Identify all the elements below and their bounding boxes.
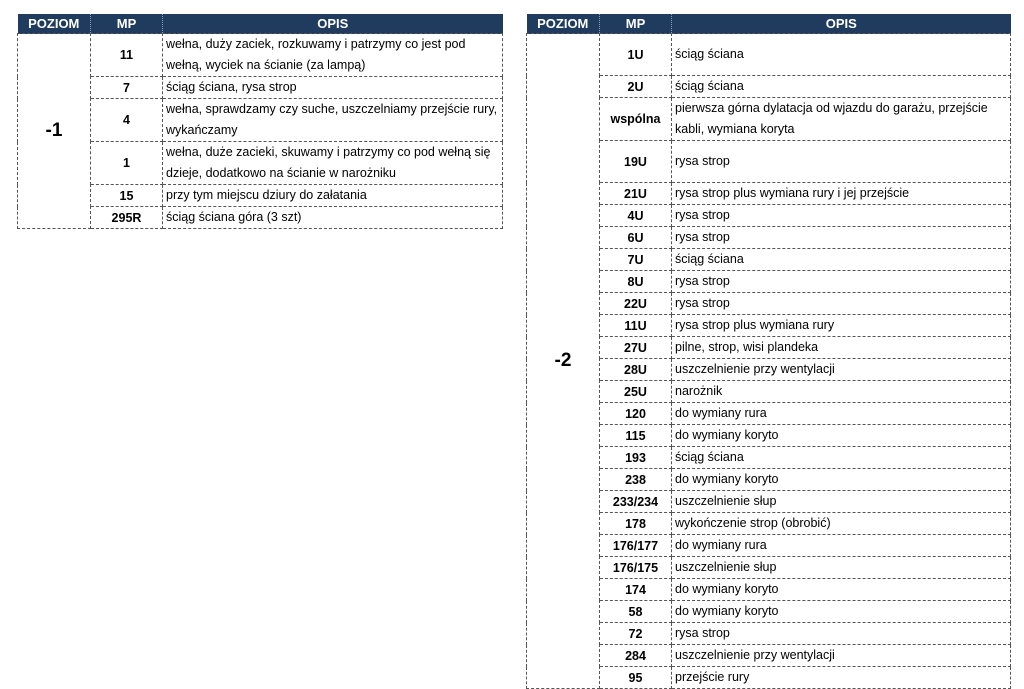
mp-cell: 72 [600, 623, 672, 645]
mp-cell: 21U [600, 183, 672, 205]
header-opis: OPIS [672, 14, 1011, 34]
table-row [527, 249, 1011, 271]
table-row [18, 99, 503, 142]
mp-cell: 193 [600, 447, 672, 469]
table-row [527, 469, 1011, 491]
opis-cell: do wymiany koryto [672, 469, 1011, 491]
mp-cell: 4 [91, 99, 163, 142]
opis-cell: do wymiany koryto [672, 425, 1011, 447]
level-minus1-table [17, 14, 503, 229]
table-row [527, 425, 1011, 447]
table-row [527, 381, 1011, 403]
mp-cell: 27U [600, 337, 672, 359]
table-row [527, 447, 1011, 469]
table-row [527, 76, 1011, 98]
opis-cell: narożnik [672, 381, 1011, 403]
table-row [527, 645, 1011, 667]
mp-cell: 7 [91, 77, 163, 99]
table-row [18, 185, 503, 207]
mp-cell: 4U [600, 205, 672, 227]
mp-cell: 176/175 [600, 557, 672, 579]
table-row [527, 403, 1011, 425]
opis-cell: rysa strop [672, 623, 1011, 645]
table-row [527, 315, 1011, 337]
mp-cell: 19U [600, 141, 672, 183]
mp-cell: 115 [600, 425, 672, 447]
level-cell: -1 [18, 34, 91, 229]
table-row [527, 623, 1011, 645]
mp-cell: 95 [600, 667, 672, 689]
header-poziom: POZIOM [18, 14, 91, 34]
mp-cell: 178 [600, 513, 672, 535]
table-row [527, 183, 1011, 205]
opis-cell: rysa strop [672, 205, 1011, 227]
opis-cell: wykończenie strop (obrobić) [672, 513, 1011, 535]
opis-cell: wełna, duży zaciek, rozkuwamy i patrzymy co jest pod wełną, wyciek na ścianie (za lampą) [163, 34, 503, 77]
opis-cell: rysa strop plus wymiana rury i jej przejście [672, 183, 1011, 205]
mp-cell: 284 [600, 645, 672, 667]
mp-cell: 15 [91, 185, 163, 207]
table-body [527, 34, 1011, 689]
opis-cell: wełna, duże zacieki, skuwamy i patrzymy co pod wełną się dzieje, dodatkowo na ścianie w narożniku [163, 142, 503, 185]
mp-cell: 11U [600, 315, 672, 337]
table-row [18, 34, 503, 77]
mp-cell: 8U [600, 271, 672, 293]
table-row [527, 557, 1011, 579]
opis-cell: przy tym miejscu dziury do załatania [163, 185, 503, 207]
table-row [527, 601, 1011, 623]
table-row [527, 98, 1011, 141]
level-cell: -2 [527, 34, 600, 689]
table-row [527, 667, 1011, 689]
table-row [527, 513, 1011, 535]
table-row [527, 359, 1011, 381]
table-row [527, 293, 1011, 315]
mp-cell: 233/234 [600, 491, 672, 513]
opis-cell: do wymiany rura [672, 403, 1011, 425]
mp-cell: 28U [600, 359, 672, 381]
mp-cell: wspólna [600, 98, 672, 141]
opis-cell: rysa strop [672, 227, 1011, 249]
opis-cell: ściąg ściana [672, 76, 1011, 98]
opis-cell: ściąg ściana góra (3 szt) [163, 207, 503, 229]
table-row [527, 205, 1011, 227]
table-row [527, 535, 1011, 557]
level-minus2-table [526, 14, 1011, 689]
table-row [527, 579, 1011, 601]
mp-cell: 7U [600, 249, 672, 271]
header-row [527, 14, 1011, 34]
opis-cell: do wymiany koryto [672, 579, 1011, 601]
opis-cell: do wymiany rura [672, 535, 1011, 557]
opis-cell: pierwsza górna dylatacja od wjazdu do garażu, przejście kabli, wymiana koryta [672, 98, 1011, 141]
mp-cell: 120 [600, 403, 672, 425]
header-mp: MP [600, 14, 672, 34]
table-row [527, 227, 1011, 249]
mp-cell: 295R [91, 207, 163, 229]
mp-cell: 6U [600, 227, 672, 249]
mp-cell: 176/177 [600, 535, 672, 557]
mp-cell: 238 [600, 469, 672, 491]
opis-cell: do wymiany koryto [672, 601, 1011, 623]
opis-cell: rysa strop [672, 293, 1011, 315]
mp-cell: 11 [91, 34, 163, 77]
opis-cell: rysa strop plus wymiana rury [672, 315, 1011, 337]
mp-cell: 174 [600, 579, 672, 601]
opis-cell: ściąg ściana [672, 249, 1011, 271]
opis-cell: ściąg ściana [672, 34, 1011, 76]
table-row [18, 77, 503, 99]
opis-cell: uszczelnienie słup [672, 557, 1011, 579]
header-opis: OPIS [163, 14, 503, 34]
table-row [18, 207, 503, 229]
mp-cell: 2U [600, 76, 672, 98]
table-body [18, 34, 503, 229]
header-poziom: POZIOM [527, 14, 600, 34]
opis-cell: wełna, sprawdzamy czy suche, uszczelniamy przejście rury, wykańczamy [163, 99, 503, 142]
opis-cell: uszczelnienie słup [672, 491, 1011, 513]
mp-cell: 1U [600, 34, 672, 76]
mp-cell: 25U [600, 381, 672, 403]
mp-cell: 1 [91, 142, 163, 185]
opis-cell: pilne, strop, wisi plandeka [672, 337, 1011, 359]
header-row [18, 14, 503, 34]
header-mp: MP [91, 14, 163, 34]
opis-cell: uszczelnienie przy wentylacji [672, 645, 1011, 667]
table-row [527, 271, 1011, 293]
mp-cell: 22U [600, 293, 672, 315]
opis-cell: przejście rury [672, 667, 1011, 689]
opis-cell: uszczelnienie przy wentylacji [672, 359, 1011, 381]
table-row [527, 34, 1011, 76]
opis-cell: ściąg ściana [672, 447, 1011, 469]
opis-cell: ściąg ściana, rysa strop [163, 77, 503, 99]
table-row [18, 142, 503, 185]
opis-cell: rysa strop [672, 271, 1011, 293]
table-row [527, 141, 1011, 183]
table-row [527, 337, 1011, 359]
table-row [527, 491, 1011, 513]
opis-cell: rysa strop [672, 141, 1011, 183]
mp-cell: 58 [600, 601, 672, 623]
